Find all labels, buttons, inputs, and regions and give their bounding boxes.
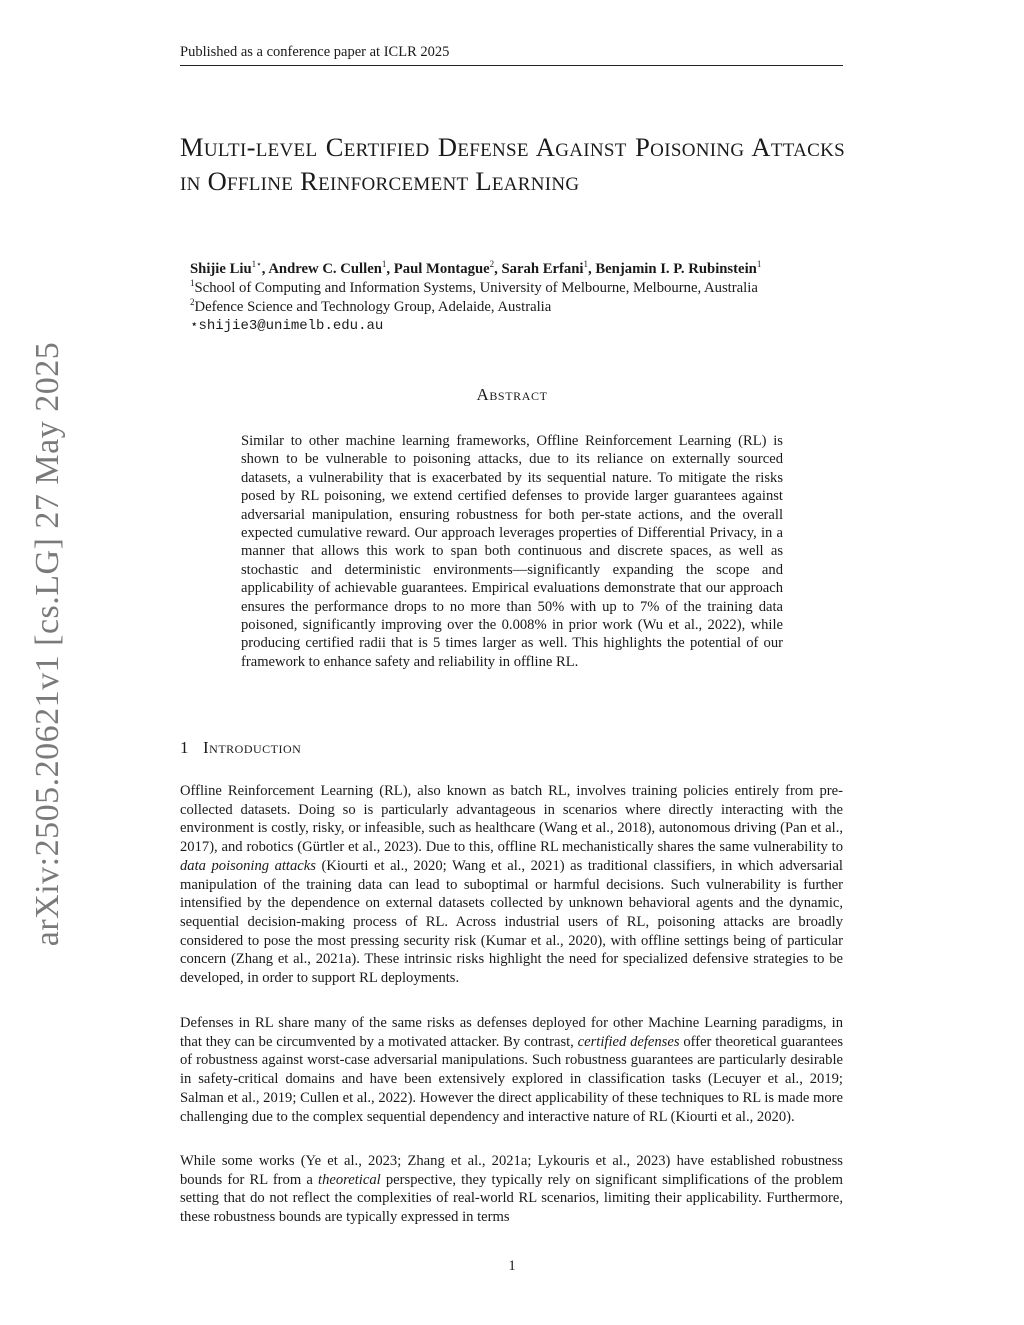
running-header: Published as a conference paper at ICLR 2025: [180, 44, 843, 66]
author-list: Shijie Liu$^{1⋆}$, Andrew C. Cullen$^1$, Paul Montague$^2$, Sarah Erfani$^1$, Benjamin I. P. Rubinstein$^1$: [190, 259, 762, 277]
author-name: Sarah Erfani: [501, 261, 584, 277]
intro-paragraph-2: Defenses in RL share many of the same risks as defenses deployed for other Machine Learning paradigms, in that they can be circumvented by a motivated attacker. By contrast, certified defenses offer theoretical guarantees of robustness against worst-case adversarial manipulations. Such robustness guarantees are particularly desirable in safety-critical domains and have been extensively explored in classification tasks (Lecuyer et al., 2019; Salman et al., 2019; Cullen et al., 2022). However the direct applicability of these techniques to RL is made more challenging due to the complex sequential dependency and interactive nature of RL (Kiourti et al., 2020).: [180, 1015, 843, 1125]
author-affiliation-mark: 2: [489, 259, 495, 270]
author-name: Shijie Liu: [190, 261, 252, 277]
author-name: Andrew C. Cullen: [268, 261, 382, 277]
paper-title: Multi-level Certified Defense Against Poisoning Attacks in Offline Reinforcement Learning: [180, 132, 845, 196]
section-number: 1: [180, 738, 189, 757]
abstract-text: Similar to other machine learning frameworks, Offline Reinforcement Learning (RL) is shown to be vulnerable to poisoning attacks, due to its reliance on externally sourced datasets, a vulnerability that is exacerbated by its sequential nature. To mitigate the risks posed by RL poisoning, we extend certified defenses to provide larger guarantees against adversarial manipulation, ensuring robustness for both per-state actions, and the overall expected cumulative reward. Our approach leverages properties of Differential Privacy, in a manner that allows this work to span both continuous and discrete spaces, as well as stochastic and deterministic environments—significantly expanding the scope and applicability of achievable guarantees. Empirical evaluations demonstrate that our approach ensures the performance drops to no more than 50% with up to 7% of the training data poisoned, significantly improving over the 0.008% in prior work (Wu et al., 2022), while producing certified radii that is 5 times larger as well. This highlights the potential of our framework to enhance safety and reliability in offline RL.: [241, 433, 783, 670]
author-name: Benjamin I. P. Rubinstein: [595, 261, 757, 277]
author-block: [190, 260, 850, 336]
arxiv-stamp[interactable]: arXiv:2505.20621v1 [cs.LG] 27 May 2025: [29, 341, 66, 947]
emphasis-text: theoretical: [318, 1171, 381, 1188]
author-name: Paul Montague: [393, 261, 490, 277]
page-number: 1: [508, 1258, 516, 1274]
affiliation-line: $^2$Defence Science and Technology Group, Adelaide, Australia: [190, 297, 552, 315]
emphasis-text: certified defenses: [577, 1033, 680, 1050]
contact-email: ⋆shijie3@unimelb.edu.au: [190, 318, 384, 334]
author-affiliation-mark: 1⋆: [251, 259, 262, 270]
author-affiliation-mark: 1: [381, 259, 387, 270]
author-affiliation-mark: 1: [756, 259, 762, 270]
section-heading: [180, 738, 301, 758]
intro-paragraph-3: While some works (Ye et al., 2023; Zhang et al., 2021a; Lykouris et al., 2023) have established robustness bounds for RL from a theoretical perspective, they typically rely on significant simplifications of the problem setting that do not reflect the complexities of real-world RL scenarios, limiting their applicability. Furthermore, these robustness bounds are typically expressed in terms: [180, 1153, 843, 1226]
author-affiliation-mark: 1: [583, 259, 588, 270]
abstract-heading: Abstract: [476, 385, 548, 404]
intro-paragraph-1: Offline Reinforcement Learning (RL), also known as batch RL, involves training policies entirely from pre-collected datasets. Doing so is particularly advantageous in scenarios where directly interacting with the environment is costly, risky, or infeasible, such as healthcare (Wang et al., 2018), autonomous driving (Pan et al., 2017), and robotics (Gürtler et al., 2023). Due to this, offline RL mechanistically shares the same vulnerability to data poisoning attacks (Kiourti et al., 2020; Wang et al., 2021) as traditional classifiers, in which adversarial manipulation of the training data can lead to suboptimal or harmful decisions. Such vulnerability is further intensified by the dependence on external datasets collected by unknown behavioral agents and the dynamic, sequential decision-making process of RL. Across industrial users of RL, poisoning attacks are broadly considered to pose the most pressing security risk (Kumar et al., 2020), with offline settings being of particular concern (Zhang et al., 2021a). These intrinsic risks highlight the need for specialized defensive strategies to be developed, in order to support RL deployments.: [180, 783, 843, 987]
section-title: Introduction: [203, 738, 302, 757]
emphasis-text: data poisoning attacks: [180, 857, 316, 874]
affiliation-line: $^1$School of Computing and Information Systems, University of Melbourne, Melbourne, Australia: [190, 278, 758, 296]
